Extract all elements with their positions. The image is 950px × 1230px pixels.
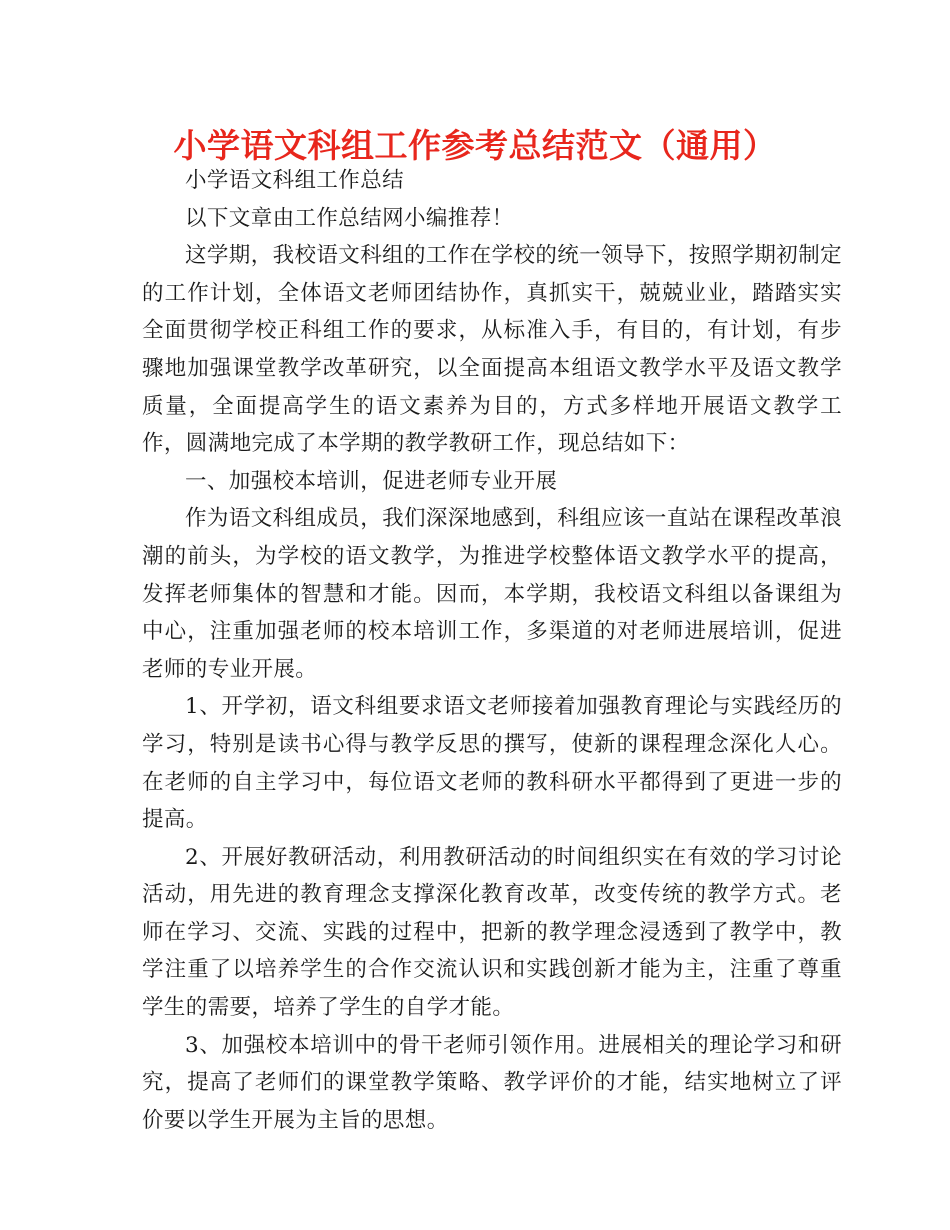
body-paragraph: 2、开展好教研活动，利用教研活动的时间组织实在有效的学习讨论活动，用先进的教育理念支撑深化教育改革，改变传统的教学方式。老师在学习、交流、实践的过程中，把新的教学理念浸透到了教学中，教学注重了以培养学生的合作交流认识和实践创新才能为主，注重了尊重学生的需要，培养了学生的自学才能。 [142, 844, 842, 1021]
body-paragraph: 作为语文科组成员，我们深深地感到，科组应该一直站在课程改革浪潮的前头，为学校的语文教学，为推进学校整体语文教学水平的提高，发挥老师集体的智慧和才能。因而，本学期，我校语文科组以备课组为中心，注重加强老师的校本培训工作，多渠道的对老师进展培训，促进老师的专业开展。 [142, 506, 843, 682]
subtitle-paragraph: 小学语文科组工作总结 [185, 168, 405, 193]
recommendation-paragraph: 以下文章由工作总结网小编推荐！ [185, 205, 514, 231]
body-paragraph: 3、加强校本培训中的骨干老师引领作用。进展相关的理论学习和研究，提高了老师们的课堂教学策略、教学评价的才能，结实地树立了评价要以学生开展为主旨的思想。 [142, 1032, 842, 1133]
document-title: 小学语文科组工作参考总结范文（通用） [173, 126, 777, 165]
document-body [142, 162, 842, 1139]
body-paragraph: 1、开学初，语文科组要求语文老师接着加强教育理论与实践经历的学习，特别是读书心得与教学反思的撰写，使新的课程理念深化人心。在老师的自主学习中，每位语文老师的教科研水平都得到了更进一步的提高。 [142, 694, 842, 833]
intro-paragraph: 这学期，我校语文科组的工作在学校的统一领导下，按照学期初制定的工作计划，全体语文老师团结协作，真抓实干，兢兢业业，踏踏实实全面贯彻学校正科组工作的要求，从标准入手，有目的，有计划，有步骤地加强课堂教学改革研究，以全面提高本组语文教学水平及语文教学质量，全面提高学生的语文素养为目的，方式多样地开展语文教学工作，圆满地完成了本学期的教学教研工作，现总结如下： [142, 243, 843, 457]
section-heading: 一、加强校本培训，促进老师专业开展 [185, 468, 558, 494]
